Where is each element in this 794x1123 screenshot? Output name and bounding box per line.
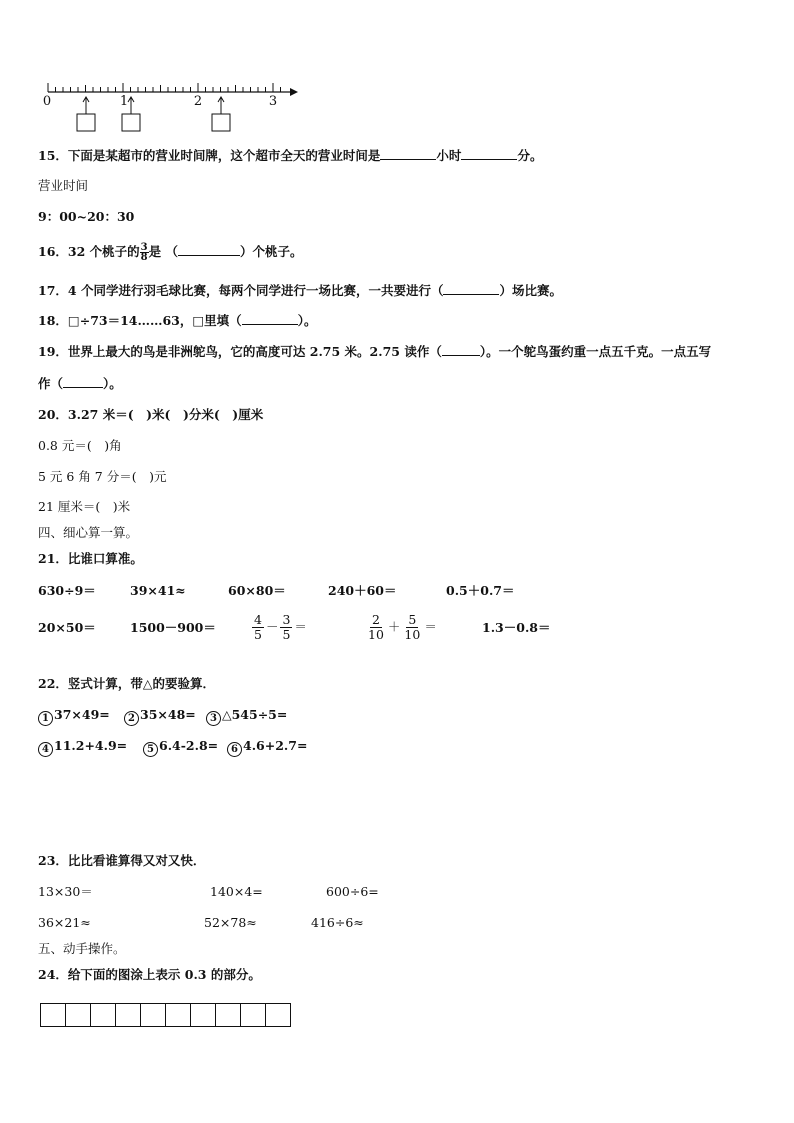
- vertical-calc-2: 2 35×48=: [124, 707, 196, 726]
- grid-cell[interactable]: [115, 1003, 141, 1027]
- fraction-calc-1: $\frac{4}{5}$ － $\frac{3}{5}$ ＝: [254, 611, 307, 642]
- question-19-cont: 作（ ）。: [38, 376, 122, 391]
- mental-calc-5: 0.5＋0.7＝: [446, 583, 515, 598]
- grid-cell[interactable]: [40, 1003, 66, 1027]
- number-line: [40, 76, 310, 136]
- quick-calc-4: 36×21≈: [38, 915, 91, 930]
- grid-cell[interactable]: [190, 1003, 216, 1027]
- quick-calc-3: 600÷6=: [326, 884, 379, 899]
- question-15: 15．下面是某超市的营业时间牌，这个超市全天的营业时间是 小时 分。: [38, 148, 543, 163]
- grid-cell[interactable]: [240, 1003, 266, 1027]
- question-22: 22．竖式计算，带△的要验算．: [38, 676, 216, 691]
- number-line-label-3: 3: [268, 94, 278, 109]
- answer-blank[interactable]: [461, 147, 517, 160]
- business-hours-value: 9：00~20：30: [38, 209, 135, 224]
- question-20-line3: 5 元 6 角 7 分＝( )元: [38, 469, 167, 484]
- mental-calc-4: 240＋60＝: [328, 583, 397, 598]
- mental-calc-6: 20×50＝: [38, 620, 96, 635]
- question-21: 21．比谁口算准。: [38, 551, 143, 566]
- mental-calc-1: 630÷9＝: [38, 583, 96, 598]
- question-19: 19．世界上最大的鸟是非洲鸵鸟，它的高度可达 2.75 米。2.75 读作（ ）。一个鸵鸟蛋约重一点五千克。一点五写: [38, 344, 712, 359]
- grid-cell[interactable]: [65, 1003, 91, 1027]
- grid-cell[interactable]: [140, 1003, 166, 1027]
- grid-cell[interactable]: [215, 1003, 241, 1027]
- section-5-heading: 五、动手操作。: [38, 941, 126, 956]
- question-16: 16．32 个桃子的 $\frac{3}{8}$ 是 （ ）个桃子。: [38, 242, 303, 263]
- pointer-arrow-c: [212, 97, 230, 131]
- mental-calc-7: 1500－900＝: [130, 620, 216, 635]
- number-line-label-0: 0: [42, 94, 52, 109]
- answer-box-a[interactable]: [77, 114, 95, 131]
- quick-calc-5: 52×78≈: [204, 915, 257, 930]
- grid-cell[interactable]: [165, 1003, 191, 1027]
- grid-cell[interactable]: [90, 1003, 116, 1027]
- answer-blank[interactable]: [443, 282, 499, 295]
- quick-calc-2: 140×4=: [210, 884, 263, 899]
- section-4-heading: 四、细心算一算。: [38, 525, 139, 540]
- number-line-label-2: 2: [193, 94, 203, 109]
- vertical-calc-6: 6 4.6+2.7=: [227, 738, 307, 757]
- answer-blank[interactable]: [242, 312, 298, 325]
- business-hours-title: 营业时间: [38, 178, 89, 193]
- number-line-label-1: 1: [119, 94, 129, 109]
- grid-cell[interactable]: [265, 1003, 291, 1027]
- question-20-line2: 0.8 元＝( )角: [38, 438, 122, 453]
- number-line-arrowhead: [290, 88, 298, 96]
- question-20: 20．3.27 米＝( )米( )分米( )厘米: [38, 407, 264, 422]
- question-18: 18．□÷73＝14……63，□里填（ ）。: [38, 313, 317, 328]
- mental-calc-8: 1.3－0.8＝: [482, 620, 551, 635]
- answer-blank[interactable]: [63, 375, 103, 388]
- answer-blank[interactable]: [442, 343, 480, 356]
- vertical-calc-1: 1 37×49=: [38, 707, 110, 726]
- vertical-calc-5: 5 6.4-2.8=: [143, 738, 218, 757]
- quick-calc-6: 416÷6≈: [311, 915, 364, 930]
- mental-calc-3: 60×80＝: [228, 583, 286, 598]
- shading-grid: [40, 1003, 291, 1027]
- answer-box-b[interactable]: [122, 114, 140, 131]
- answer-blank[interactable]: [380, 147, 436, 160]
- pointer-arrow-a: [77, 97, 95, 131]
- fraction-3-8: $\frac{3}{8}$: [140, 242, 148, 263]
- question-20-line4: 21 厘米＝( )米: [38, 499, 131, 514]
- question-23: 23．比比看谁算得又对又快．: [38, 853, 206, 868]
- vertical-calc-3: 3 △545÷5=: [206, 707, 287, 726]
- answer-box-c[interactable]: [212, 114, 230, 131]
- mental-calc-2: 39×41≈: [130, 583, 186, 598]
- vertical-calc-4: 4 11.2+4.9=: [38, 738, 127, 757]
- answer-blank[interactable]: [178, 243, 240, 256]
- question-17: 17．4 个同学进行羽毛球比赛，每两个同学进行一场比赛，一共要进行（ ）场比赛。: [38, 283, 562, 298]
- question-24: 24．给下面的图涂上表示 0.3 的部分。: [38, 967, 261, 982]
- quick-calc-1: 13×30＝: [38, 884, 93, 899]
- fraction-calc-2: $\frac{2}{10}$ ＋ $\frac{5}{10}$ ＝: [368, 611, 437, 642]
